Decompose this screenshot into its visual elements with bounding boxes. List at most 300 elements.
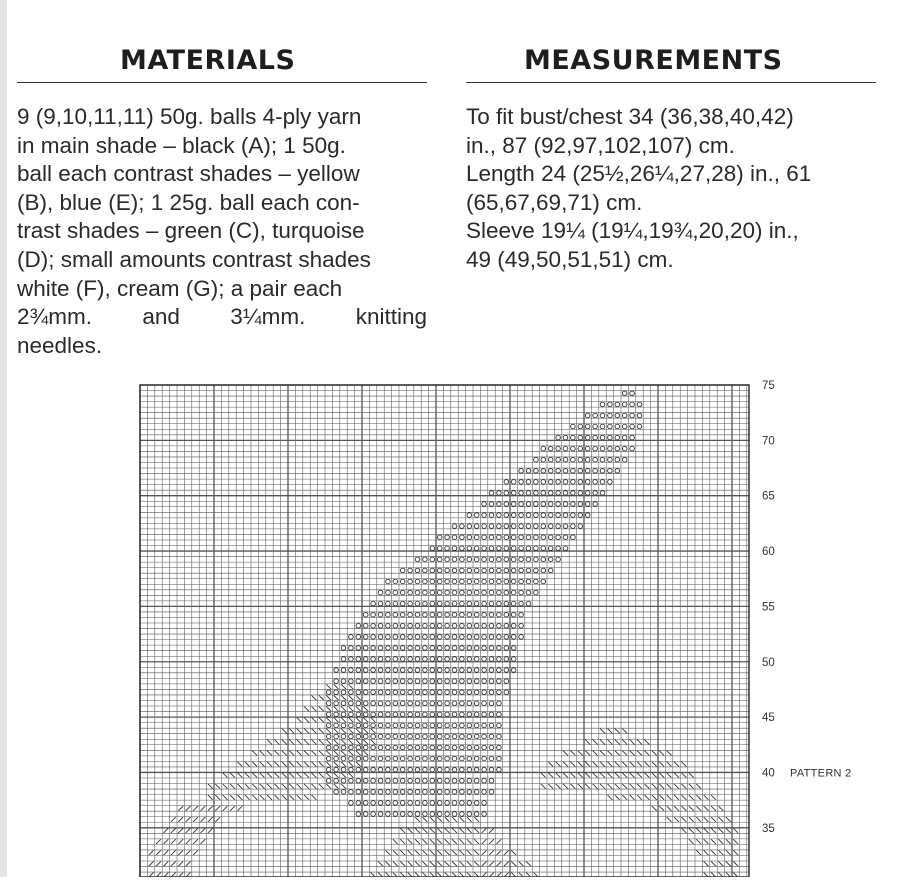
symbol-backslash [423, 817, 428, 822]
symbol-circle [534, 568, 539, 573]
symbol-circle [349, 734, 354, 739]
symbol-slash [482, 861, 487, 866]
symbol-circle [363, 668, 368, 673]
symbol-backslash [563, 751, 568, 756]
symbol-circle [363, 701, 368, 706]
symbol-circle [541, 446, 546, 451]
symbol-slash [171, 839, 176, 844]
symbol-circle [437, 690, 442, 695]
symbol-backslash [349, 729, 354, 734]
symbol-circle [489, 524, 494, 529]
symbol-backslash [682, 784, 687, 789]
symbol-backslash [304, 729, 309, 734]
symbol-circle [504, 690, 509, 695]
symbol-backslash [548, 762, 553, 767]
symbol-circle [534, 502, 539, 507]
symbol-circle [437, 546, 442, 551]
symbol-circle [519, 601, 524, 606]
symbol-circle [608, 424, 613, 429]
symbol-circle [460, 723, 465, 728]
symbol-slash [149, 850, 154, 855]
symbol-circle [445, 790, 450, 795]
symbol-circle [341, 668, 346, 673]
symbol-backslash [726, 839, 731, 844]
symbol-backslash [704, 817, 709, 822]
symbol-circle [445, 635, 450, 640]
symbol-circle [622, 424, 627, 429]
symbol-backslash [215, 784, 220, 789]
symbol-circle [474, 635, 479, 640]
symbol-circle [363, 790, 368, 795]
symbol-circle [460, 668, 465, 673]
symbol-circle [585, 413, 590, 418]
symbol-backslash [304, 717, 309, 722]
symbol-backslash [571, 784, 576, 789]
symbol-slash [178, 861, 183, 866]
symbol-circle [430, 568, 435, 573]
symbol-circle [482, 790, 487, 795]
symbol-backslash [682, 762, 687, 767]
symbol-circle [371, 679, 376, 684]
symbol-circle [363, 801, 368, 806]
symbol-backslash [312, 762, 317, 767]
symbol-circle [334, 745, 339, 750]
symbol-backslash [430, 850, 435, 855]
symbol-circle [408, 745, 413, 750]
symbol-circle [637, 424, 642, 429]
symbol-circle [482, 767, 487, 772]
symbol-circle [460, 524, 465, 529]
symbol-circle [541, 579, 546, 584]
symbol-backslash [297, 751, 302, 756]
symbol-backslash [615, 795, 620, 800]
symbol-backslash [474, 828, 479, 833]
symbol-circle [400, 601, 405, 606]
symbol-backslash [608, 729, 613, 734]
symbol-circle [378, 657, 383, 662]
symbol-backslash [223, 773, 228, 778]
symbol-backslash [719, 828, 724, 833]
symbol-circle [334, 712, 339, 717]
symbol-circle [400, 635, 405, 640]
symbol-circle [460, 756, 465, 761]
symbol-circle [467, 723, 472, 728]
symbol-backslash [460, 817, 465, 822]
symbol-backslash [696, 850, 701, 855]
symbol-circle [534, 590, 539, 595]
symbol-circle [585, 513, 590, 518]
symbol-backslash [733, 861, 738, 866]
symbol-backslash [363, 717, 368, 722]
symbol-backslash [304, 795, 309, 800]
symbol-circle [482, 535, 487, 540]
symbol-circle [356, 734, 361, 739]
symbol-circle [497, 668, 502, 673]
symbol-circle [378, 668, 383, 673]
symbol-circle [452, 790, 457, 795]
symbol-circle [482, 601, 487, 606]
symbol-backslash [208, 784, 213, 789]
symbol-circle [637, 402, 642, 407]
symbol-circle [415, 701, 420, 706]
symbol-circle [415, 734, 420, 739]
symbol-backslash [349, 717, 354, 722]
symbol-circle [363, 657, 368, 662]
symbol-circle [489, 502, 494, 507]
symbol-backslash [326, 762, 331, 767]
symbol-circle [408, 756, 413, 761]
symbol-slash [193, 817, 198, 822]
symbol-circle [408, 801, 413, 806]
symbol-slash [504, 850, 509, 855]
symbol-circle [474, 557, 479, 562]
symbol-backslash [378, 861, 383, 866]
symbol-circle [519, 557, 524, 562]
symbol-circle [622, 402, 627, 407]
symbol-backslash [312, 695, 317, 700]
symbol-circle [430, 679, 435, 684]
symbol-circle [349, 790, 354, 795]
symbol-backslash [474, 861, 479, 866]
symbol-circle [408, 601, 413, 606]
symbol-backslash [637, 773, 642, 778]
symbol-slash [230, 806, 235, 811]
symbol-circle [415, 657, 420, 662]
symbol-circle [415, 745, 420, 750]
symbol-circle [474, 778, 479, 783]
symbol-circle [467, 812, 472, 817]
symbol-slash [504, 861, 509, 866]
symbol-circle [341, 767, 346, 772]
symbol-backslash [408, 828, 413, 833]
symbol-circle [393, 657, 398, 662]
symbol-circle [497, 756, 502, 761]
symbol-circle [578, 435, 583, 440]
symbol-circle [371, 668, 376, 673]
symbol-circle [452, 657, 457, 662]
symbol-backslash [585, 773, 590, 778]
symbol-circle [519, 535, 524, 540]
symbol-backslash [430, 839, 435, 844]
symbol-circle [482, 524, 487, 529]
symbol-backslash [615, 729, 620, 734]
symbol-circle [341, 701, 346, 706]
symbol-circle [460, 590, 465, 595]
symbol-circle [593, 413, 598, 418]
row-label: 50 [762, 656, 775, 669]
symbol-circle [445, 657, 450, 662]
symbol-circle [445, 756, 450, 761]
symbol-circle [519, 579, 524, 584]
measurements-line: 49 (49,50,51,51) cm. [466, 246, 674, 272]
symbol-backslash [667, 762, 672, 767]
symbol-backslash [312, 751, 317, 756]
symbol-backslash [252, 773, 257, 778]
symbol-circle [415, 646, 420, 651]
symbol-backslash [415, 839, 420, 844]
symbol-circle [526, 601, 531, 606]
symbol-slash [156, 861, 161, 866]
symbol-backslash [423, 828, 428, 833]
symbol-circle [400, 579, 405, 584]
symbol-circle [526, 590, 531, 595]
symbol-circle [467, 767, 472, 772]
symbol-backslash [593, 740, 598, 745]
symbol-circle [467, 778, 472, 783]
symbol-backslash [600, 740, 605, 745]
symbol-circle [519, 502, 524, 507]
symbol-circle [378, 590, 383, 595]
symbol-backslash [600, 773, 605, 778]
symbol-circle [445, 601, 450, 606]
symbol-backslash [719, 861, 724, 866]
symbol-circle [378, 790, 383, 795]
symbol-circle [415, 790, 420, 795]
symbol-backslash [452, 828, 457, 833]
symbol-circle [423, 623, 428, 628]
symbol-circle [326, 690, 331, 695]
symbol-circle [563, 502, 568, 507]
symbol-circle [497, 612, 502, 617]
symbol-circle [430, 801, 435, 806]
symbol-backslash [622, 773, 627, 778]
symbol-circle [445, 767, 450, 772]
symbol-circle [474, 690, 479, 695]
symbol-circle [400, 646, 405, 651]
symbol-circle [622, 413, 627, 418]
symbol-circle [423, 635, 428, 640]
symbol-backslash [386, 850, 391, 855]
symbol-circle [585, 502, 590, 507]
symbol-circle [489, 701, 494, 706]
symbol-backslash [326, 684, 331, 689]
measurements-line: (65,67,69,71) cm. [466, 189, 643, 215]
symbol-circle [400, 657, 405, 662]
symbol-backslash [726, 861, 731, 866]
symbol-backslash [312, 740, 317, 745]
symbol-circle [386, 790, 391, 795]
symbol-backslash [667, 795, 672, 800]
symbol-backslash [275, 773, 280, 778]
symbol-backslash [593, 762, 598, 767]
symbol-slash [193, 806, 198, 811]
symbol-circle [386, 801, 391, 806]
symbol-backslash [267, 762, 272, 767]
symbol-backslash [304, 751, 309, 756]
symbol-circle [423, 812, 428, 817]
symbol-circle [423, 712, 428, 717]
symbol-circle [615, 435, 620, 440]
symbol-backslash [696, 828, 701, 833]
symbol-backslash [682, 817, 687, 822]
materials-line: (B), blue (E); 1 25g. ball each con- [17, 189, 360, 215]
symbol-circle [615, 413, 620, 418]
symbol-circle [400, 745, 405, 750]
symbol-backslash [704, 806, 709, 811]
symbol-circle [371, 756, 376, 761]
symbol-backslash [275, 751, 280, 756]
symbol-circle [578, 424, 583, 429]
symbol-circle [415, 778, 420, 783]
symbol-backslash [297, 740, 302, 745]
symbol-backslash [275, 762, 280, 767]
symbol-circle [415, 668, 420, 673]
symbol-circle [437, 657, 442, 662]
symbol-circle [334, 690, 339, 695]
symbol-backslash [423, 861, 428, 866]
symbol-backslash [711, 839, 716, 844]
symbol-circle [445, 546, 450, 551]
symbol-circle [423, 579, 428, 584]
symbol-circle [437, 635, 442, 640]
symbol-circle [474, 590, 479, 595]
symbol-backslash [667, 751, 672, 756]
symbol-circle [474, 546, 479, 551]
symbol-circle [482, 778, 487, 783]
symbol-circle [334, 734, 339, 739]
symbol-backslash [275, 740, 280, 745]
symbol-backslash [585, 762, 590, 767]
symbol-circle [400, 679, 405, 684]
symbol-circle [615, 457, 620, 462]
symbol-circle [497, 623, 502, 628]
symbol-circle [341, 679, 346, 684]
symbol-backslash [711, 817, 716, 822]
symbol-circle [408, 668, 413, 673]
symbol-circle [460, 745, 465, 750]
symbol-backslash [689, 773, 694, 778]
symbol-circle [563, 491, 568, 496]
symbol-circle [474, 745, 479, 750]
symbol-circle [460, 712, 465, 717]
symbol-backslash [326, 751, 331, 756]
symbol-backslash [282, 784, 287, 789]
symbol-circle [430, 546, 435, 551]
symbol-backslash [356, 706, 361, 711]
symbol-circle [511, 480, 516, 485]
symbol-circle [548, 546, 553, 551]
symbol-backslash [400, 828, 405, 833]
symbol-backslash [630, 762, 635, 767]
symbol-backslash [704, 828, 709, 833]
symbol-circle [356, 745, 361, 750]
symbol-slash [164, 828, 169, 833]
symbol-backslash [260, 751, 265, 756]
symbol-circle [341, 790, 346, 795]
symbol-circle [571, 435, 576, 440]
symbol-circle [548, 491, 553, 496]
symbol-circle [482, 635, 487, 640]
symbol-circle [600, 491, 605, 496]
symbol-circle [489, 623, 494, 628]
symbol-backslash [733, 839, 738, 844]
symbol-circle [497, 579, 502, 584]
symbol-circle [526, 568, 531, 573]
symbol-circle [386, 579, 391, 584]
symbol-circle [437, 679, 442, 684]
symbol-backslash [615, 773, 620, 778]
symbol-circle [408, 679, 413, 684]
symbol-circle [519, 480, 524, 485]
symbol-circle [393, 668, 398, 673]
symbol-circle [445, 745, 450, 750]
symbol-circle [430, 657, 435, 662]
symbol-backslash [297, 717, 302, 722]
symbol-circle [482, 546, 487, 551]
symbol-circle [386, 612, 391, 617]
symbol-circle [489, 491, 494, 496]
symbol-circle [534, 535, 539, 540]
symbol-backslash [652, 762, 657, 767]
symbol-slash [482, 850, 487, 855]
symbol-circle [489, 723, 494, 728]
symbol-circle [378, 778, 383, 783]
symbol-backslash [645, 773, 650, 778]
symbol-backslash [223, 784, 228, 789]
symbol-backslash [437, 850, 442, 855]
symbol-circle [378, 767, 383, 772]
symbol-backslash [460, 850, 465, 855]
symbol-slash [208, 806, 213, 811]
symbol-backslash [326, 706, 331, 711]
symbol-backslash [349, 684, 354, 689]
symbol-circle [489, 790, 494, 795]
symbol-slash [489, 861, 494, 866]
symbol-backslash [393, 861, 398, 866]
symbol-backslash [445, 850, 450, 855]
symbol-circle [504, 657, 509, 662]
symbol-circle [511, 601, 516, 606]
symbol-circle [349, 712, 354, 717]
symbol-circle [460, 790, 465, 795]
symbol-circle [445, 801, 450, 806]
symbol-circle [556, 502, 561, 507]
symbol-circle [452, 590, 457, 595]
symbol-backslash [608, 795, 613, 800]
symbol-backslash [326, 740, 331, 745]
symbol-backslash [282, 773, 287, 778]
symbol-circle [371, 812, 376, 817]
symbol-circle [356, 657, 361, 662]
symbol-circle [423, 668, 428, 673]
symbol-circle [437, 646, 442, 651]
symbol-circle [452, 524, 457, 529]
symbol-circle [556, 435, 561, 440]
symbol-circle [445, 812, 450, 817]
symbol-circle [504, 579, 509, 584]
symbol-backslash [356, 762, 361, 767]
symbol-backslash [408, 839, 413, 844]
symbol-circle [386, 623, 391, 628]
symbol-circle [497, 734, 502, 739]
symbol-circle [415, 756, 420, 761]
symbol-circle [519, 568, 524, 573]
symbol-circle [400, 734, 405, 739]
symbol-circle [378, 601, 383, 606]
symbol-backslash [371, 729, 376, 734]
symbol-circle [415, 801, 420, 806]
symbol-circle [497, 502, 502, 507]
symbol-circle [504, 668, 509, 673]
symbol-circle [608, 435, 613, 440]
symbol-backslash [319, 717, 324, 722]
symbol-circle [452, 568, 457, 573]
symbol-backslash [289, 795, 294, 800]
symbol-circle [452, 801, 457, 806]
symbol-circle [356, 701, 361, 706]
symbol-circle [393, 812, 398, 817]
symbol-backslash [319, 729, 324, 734]
